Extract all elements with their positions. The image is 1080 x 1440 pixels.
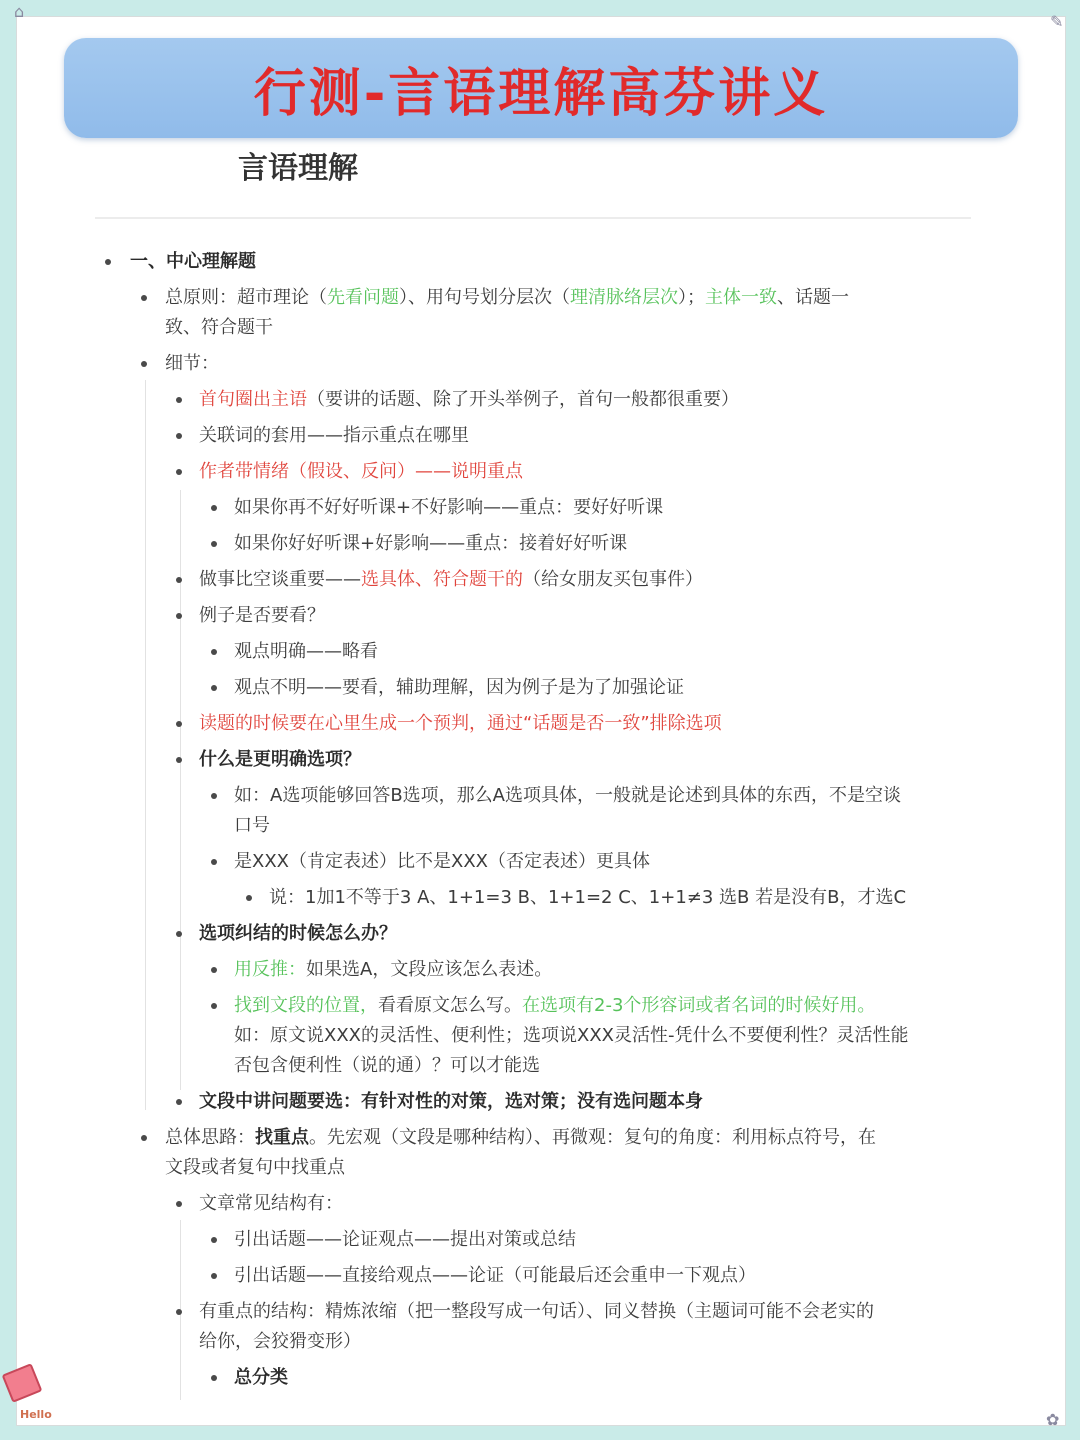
- bullet: [211, 649, 217, 655]
- bullet: [176, 577, 182, 583]
- list-item: 引出话题——论证观点——提出对策或总结: [234, 1229, 576, 1250]
- title-banner: [64, 38, 1018, 138]
- bullet: [176, 1201, 182, 1207]
- indent-guide: [145, 380, 146, 1110]
- bullet: [176, 721, 182, 727]
- list-item: 观点不明——要看，辅助理解，因为例子是为了加强论证: [234, 677, 684, 698]
- list-item-continuation: 口号: [234, 815, 270, 836]
- bullet: [211, 1273, 217, 1279]
- list-item: 关联词的套用——指示重点在哪里: [199, 425, 469, 446]
- star-icon: ✿: [1046, 1410, 1060, 1429]
- pin-icon: ⌂: [14, 2, 25, 21]
- list-item: 说：1加1不等于3 A、1+1=3 B、1+1=2 C、1+1≠3 选B 若是没有B，才选C: [269, 887, 907, 908]
- bullet: [176, 433, 182, 439]
- page-title: 言语理解: [238, 151, 358, 186]
- list-item-heading: 什么是更明确选项？: [199, 749, 361, 770]
- list-item-continuation: 如：原文说XXX的灵活性、便利性；选项说XXX灵活性-凭什么不要便利性？灵活性能: [234, 1025, 909, 1046]
- list-item: 引出话题——直接给观点——论证（可能最后还会重申一下观点）: [234, 1265, 756, 1286]
- bullet: [141, 1135, 147, 1141]
- bullet: [211, 541, 217, 547]
- bullet: [176, 931, 182, 937]
- list-item: 读题的时候要在心里生成一个预判，通过“话题是否一致”排除选项: [199, 713, 722, 734]
- list-item: 作者带情绪（假设、反问）——说明重点: [199, 461, 523, 482]
- list-item-general-principle: 总原则：超市理论（先看问题）、用句号划分层次（理清脉络层次）；主体一致、话题一: [165, 287, 849, 308]
- bullet: [211, 967, 217, 973]
- bullet: [246, 895, 252, 901]
- bullet: [211, 1237, 217, 1243]
- list-item-heading: 总分类: [234, 1367, 288, 1388]
- bullet: [176, 397, 182, 403]
- list-item: 文章常见结构有：: [199, 1193, 343, 1214]
- list-item: 如：A选项能够回答B选项，那么A选项具体，一般就是论述到具体的东西，不是空谈: [234, 785, 901, 806]
- bullet: [176, 1309, 182, 1315]
- bullet: [176, 757, 182, 763]
- list-item: 找到文段的位置，看看原文怎么写。在选项有2-3个形容词或者名词的时候好用。: [234, 995, 876, 1016]
- hello-sticker-text: Hello: [20, 1408, 52, 1421]
- list-item-continuation: 否包含便利性（说的通）？可以才能选: [234, 1055, 540, 1076]
- bullet: [211, 685, 217, 691]
- list-item-details: 细节：: [165, 353, 219, 374]
- list-item-heading: 文段中讲问题要选：有针对性的对策，选对策；没有选问题本身: [199, 1091, 703, 1112]
- list-item-heading: 选项纠结的时候怎么办？: [199, 923, 397, 944]
- bullet: [211, 859, 217, 865]
- list-item: 如果你好好听课+好影响——重点：接着好好听课: [234, 533, 628, 554]
- bullet: [105, 259, 111, 265]
- bullet: [176, 469, 182, 475]
- list-item: 是XXX（肯定表述）比不是XXX（否定表述）更具体: [234, 851, 650, 872]
- list-item-continuation: 给你，会狡猾变形）: [199, 1331, 361, 1352]
- list-item: 有重点的结构：精炼浓缩（把一整段写成一句话）、同义替换（主题词可能不会老实的: [199, 1301, 874, 1322]
- list-item: 首句圈出主语（要讲的话题、除了开头举例子，首句一般都很重要）: [199, 389, 739, 410]
- list-item: 观点明确——略看: [234, 641, 378, 662]
- banner-title: 行测-言语理解高芬讲义: [253, 63, 829, 124]
- list-item: 做事比空谈重要——选具体、符合题干的（给女朋友买包事件）: [199, 569, 703, 590]
- bullet: [141, 295, 147, 301]
- divider: [95, 217, 971, 219]
- bullet: [176, 613, 182, 619]
- bullet: [211, 505, 217, 511]
- bullet: [176, 1099, 182, 1105]
- sparkle-icon: ✎: [1050, 12, 1064, 31]
- heading-central-understanding: 一、中心理解题: [130, 251, 256, 272]
- list-item: 例子是否要看？: [199, 605, 325, 626]
- list-item-continuation: 文段或者复句中找重点: [165, 1157, 345, 1178]
- list-item: 如果你再不好好听课+不好影响——重点：要好好听课: [234, 497, 664, 518]
- list-item-continuation: 致、符合题干: [165, 317, 273, 338]
- bullet: [211, 1003, 217, 1009]
- bullet: [141, 361, 147, 367]
- list-item: 用反推：如果选A，文段应该怎么表述。: [234, 959, 553, 980]
- bullet: [211, 1375, 217, 1381]
- bullet: [211, 793, 217, 799]
- list-item-overall-approach: 总体思路：找重点。先宏观（文段是哪种结构）、再微观：复句的角度：利用标点符号，在: [165, 1127, 876, 1148]
